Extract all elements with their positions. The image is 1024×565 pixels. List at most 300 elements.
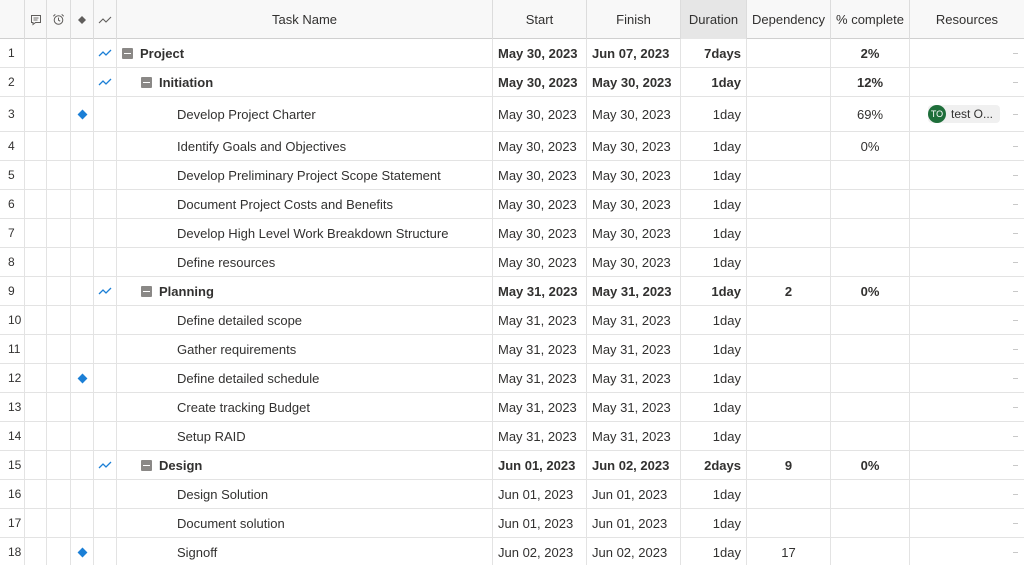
task-name-cell[interactable] <box>117 364 493 392</box>
duration-cell[interactable]: 1day <box>681 277 747 305</box>
duration-cell[interactable]: 1day <box>681 509 747 537</box>
task-name-cell[interactable] <box>117 422 493 450</box>
row-number: 6 <box>0 190 25 218</box>
trend-cell[interactable] <box>94 248 117 276</box>
resources-cell[interactable] <box>910 509 1024 537</box>
resources-cell[interactable] <box>910 39 1024 67</box>
start-date-cell[interactable]: May 30, 2023 <box>493 190 587 218</box>
collapse-toggle-icon[interactable] <box>122 48 133 59</box>
milestone-cell[interactable] <box>71 364 94 392</box>
milestone-cell[interactable] <box>71 219 94 247</box>
dependency-cell[interactable] <box>747 97 831 131</box>
reminder-cell[interactable] <box>47 161 71 189</box>
alarm-clock-icon <box>52 13 65 26</box>
trend-cell[interactable] <box>94 422 117 450</box>
start-date-cell[interactable]: May 30, 2023 <box>493 68 587 96</box>
dependency-cell[interactable] <box>747 219 831 247</box>
table-row[interactable] <box>0 480 1024 509</box>
percent-complete-cell[interactable] <box>831 480 910 508</box>
notes-cell[interactable] <box>25 509 47 537</box>
percent-complete-cell[interactable]: 2% <box>831 39 910 67</box>
table-row[interactable] <box>0 509 1024 538</box>
reminder-cell[interactable] <box>47 393 71 421</box>
duration-cell[interactable]: 2days <box>681 451 747 479</box>
notes-cell[interactable] <box>25 161 47 189</box>
duration-cell[interactable]: 1day <box>681 97 747 131</box>
row-number: 11 <box>0 335 25 363</box>
reminder-column-header[interactable] <box>47 0 71 39</box>
notes-cell[interactable] <box>25 190 47 218</box>
milestone-cell[interactable] <box>71 132 94 160</box>
start-date-cell[interactable]: May 31, 2023 <box>493 364 587 392</box>
reminder-cell[interactable] <box>47 538 71 565</box>
resource-dropdown-icon[interactable] <box>1013 465 1018 466</box>
trend-line-icon <box>98 286 112 296</box>
dependency-cell[interactable] <box>747 190 831 218</box>
start-date-cell[interactable]: May 30, 2023 <box>493 161 587 189</box>
duration-cell[interactable]: 1day <box>681 248 747 276</box>
resource-dropdown-icon[interactable] <box>1013 204 1018 205</box>
resource-dropdown-icon[interactable] <box>1013 320 1018 321</box>
duration-cell[interactable]: 1day <box>681 480 747 508</box>
row-number: 4 <box>0 132 25 160</box>
milestone-cell[interactable] <box>71 393 94 421</box>
reminder-cell[interactable] <box>47 335 71 363</box>
task-name: Design Solution <box>177 486 269 502</box>
finish-date-cell[interactable]: May 31, 2023 <box>587 364 681 392</box>
resource-chip[interactable] <box>928 105 1000 123</box>
task-name: Signoff <box>177 544 218 560</box>
percent-complete-cell[interactable] <box>831 306 910 334</box>
trend-cell[interactable] <box>94 190 117 218</box>
trend-line-icon <box>98 15 112 25</box>
trend-cell[interactable] <box>94 39 117 67</box>
trend-cell[interactable] <box>94 219 117 247</box>
duration-cell[interactable]: 1day <box>681 161 747 189</box>
finish-header[interactable]: Finish <box>587 0 681 39</box>
percent-complete-cell[interactable] <box>831 219 910 247</box>
dependency-cell[interactable]: 2 <box>747 277 831 305</box>
task-name-cell[interactable] <box>117 480 493 508</box>
table-row[interactable] <box>0 161 1024 190</box>
table-row[interactable] <box>0 219 1024 248</box>
start-header[interactable]: Start <box>493 0 587 39</box>
row-number: 10 <box>0 306 25 334</box>
table-row[interactable] <box>0 132 1024 161</box>
resource-dropdown-icon[interactable] <box>1013 291 1018 292</box>
percent-complete-cell[interactable] <box>831 393 910 421</box>
resources-cell[interactable] <box>910 277 1024 305</box>
task-name-cell[interactable] <box>117 538 493 565</box>
duration-cell[interactable]: 1day <box>681 68 747 96</box>
task-name-cell[interactable] <box>117 39 493 67</box>
duration-cell[interactable]: 1day <box>681 219 747 247</box>
trend-cell[interactable] <box>94 364 117 392</box>
task-name: Develop Project Charter <box>177 106 316 122</box>
notes-cell[interactable] <box>25 451 47 479</box>
avatar: TO <box>928 105 946 123</box>
task-name-cell[interactable] <box>117 509 493 537</box>
task-name-cell[interactable] <box>117 161 493 189</box>
resources-header[interactable]: Resources <box>935 12 999 27</box>
percent-complete-cell[interactable] <box>831 248 910 276</box>
start-date-cell[interactable]: Jun 01, 2023 <box>493 451 587 479</box>
resources-cell[interactable] <box>910 393 1024 421</box>
table-row[interactable] <box>0 538 1024 565</box>
task-name-cell[interactable] <box>117 277 493 305</box>
dependency-cell[interactable]: 9 <box>747 451 831 479</box>
resources-cell[interactable] <box>910 364 1024 392</box>
notes-column-header[interactable] <box>25 0 47 39</box>
milestone-cell[interactable] <box>71 538 94 565</box>
percent-complete-cell[interactable]: 69% <box>831 97 910 131</box>
start-date-cell[interactable]: May 30, 2023 <box>493 97 587 131</box>
resources-cell[interactable] <box>910 335 1024 363</box>
reminder-cell[interactable] <box>47 248 71 276</box>
row-number: 5 <box>0 161 25 189</box>
milestone-cell[interactable] <box>71 248 94 276</box>
task-name: Design <box>159 457 203 473</box>
finish-date-cell[interactable]: Jun 01, 2023 <box>587 509 681 537</box>
resource-dropdown-icon[interactable] <box>1013 378 1018 379</box>
percent-complete-cell[interactable] <box>831 335 910 363</box>
task-name: Define resources <box>177 254 276 270</box>
dependency-cell[interactable] <box>747 161 831 189</box>
finish-date-cell[interactable]: May 30, 2023 <box>587 219 681 247</box>
finish-date-cell[interactable]: May 30, 2023 <box>587 190 681 218</box>
trend-cell[interactable] <box>94 306 117 334</box>
grid-header <box>0 0 1024 39</box>
reminder-cell[interactable] <box>47 364 71 392</box>
percent-complete-cell[interactable] <box>831 161 910 189</box>
reminder-cell[interactable] <box>47 190 71 218</box>
milestone-cell[interactable] <box>71 335 94 363</box>
reminder-cell[interactable] <box>47 306 71 334</box>
milestone-cell[interactable] <box>71 277 94 305</box>
trend-cell[interactable] <box>94 68 117 96</box>
resource-dropdown-icon[interactable] <box>1013 146 1018 147</box>
duration-cell[interactable]: 1day <box>681 393 747 421</box>
task-name: Document solution <box>177 515 285 531</box>
table-row[interactable] <box>0 335 1024 364</box>
trend-cell[interactable] <box>94 277 117 305</box>
task-name: Define detailed schedule <box>177 370 320 386</box>
finish-date-cell[interactable]: May 31, 2023 <box>587 393 681 421</box>
notes-cell[interactable] <box>25 39 47 67</box>
collapse-toggle-icon[interactable] <box>141 286 152 297</box>
finish-date-cell[interactable]: May 31, 2023 <box>587 306 681 334</box>
finish-date-cell[interactable]: Jun 02, 2023 <box>587 451 681 479</box>
task-name: Project <box>140 45 185 61</box>
trend-line-icon <box>98 460 112 470</box>
notes-cell[interactable] <box>25 219 47 247</box>
finish-date-cell[interactable]: May 31, 2023 <box>587 277 681 305</box>
reminder-cell[interactable] <box>47 97 71 131</box>
trend-cell[interactable] <box>94 97 117 131</box>
dependency-cell[interactable]: 17 <box>747 538 831 565</box>
task-name-cell[interactable] <box>117 219 493 247</box>
notes-cell[interactable] <box>25 538 47 565</box>
task-name: Create tracking Budget <box>177 399 310 415</box>
resources-cell[interactable] <box>910 422 1024 450</box>
dependency-cell[interactable] <box>747 39 831 67</box>
table-row[interactable] <box>0 364 1024 393</box>
trend-cell[interactable] <box>94 335 117 363</box>
notes-cell[interactable] <box>25 335 47 363</box>
trend-cell[interactable] <box>94 161 117 189</box>
finish-date-cell[interactable]: May 30, 2023 <box>587 97 681 131</box>
resources-cell[interactable] <box>910 161 1024 189</box>
reminder-cell[interactable] <box>47 68 71 96</box>
milestone-cell[interactable] <box>71 190 94 218</box>
reminder-cell[interactable] <box>47 219 71 247</box>
milestone-column-header[interactable] <box>71 0 94 39</box>
start-date-cell[interactable]: May 30, 2023 <box>493 39 587 67</box>
notes-cell[interactable] <box>25 306 47 334</box>
percent-complete-cell[interactable]: 0% <box>831 132 910 160</box>
row-number: 14 <box>0 422 25 450</box>
resource-dropdown-icon[interactable] <box>1013 233 1018 234</box>
trend-cell[interactable] <box>94 132 117 160</box>
dependency-cell[interactable] <box>747 68 831 96</box>
start-date-cell[interactable]: Jun 01, 2023 <box>493 480 587 508</box>
notes-cell[interactable] <box>25 422 47 450</box>
row-number-header <box>0 0 25 39</box>
resources-cell[interactable] <box>910 68 1024 96</box>
duration-header[interactable]: Duration <box>681 0 747 39</box>
dependency-cell[interactable] <box>747 480 831 508</box>
percent-complete-cell[interactable]: 12% <box>831 68 910 96</box>
task-name: Gather requirements <box>177 341 297 357</box>
percent-complete-cell[interactable] <box>831 538 910 565</box>
notes-cell[interactable] <box>25 277 47 305</box>
notes-cell[interactable] <box>25 97 47 131</box>
dependency-cell[interactable] <box>747 509 831 537</box>
milestone-cell[interactable] <box>71 306 94 334</box>
resource-dropdown-icon[interactable] <box>1013 436 1018 437</box>
reminder-cell[interactable] <box>47 480 71 508</box>
percent-complete-cell[interactable]: 0% <box>831 277 910 305</box>
percent-complete-cell[interactable] <box>831 422 910 450</box>
diamond-icon <box>77 15 87 25</box>
resource-dropdown-icon[interactable] <box>1013 523 1018 524</box>
resource-dropdown-icon[interactable] <box>1013 262 1018 263</box>
row-number: 12 <box>0 364 25 392</box>
table-row[interactable] <box>0 306 1024 335</box>
row-number: 7 <box>0 219 25 247</box>
finish-date-cell[interactable]: May 30, 2023 <box>587 248 681 276</box>
task-name: Planning <box>159 283 214 299</box>
percent-complete-cell[interactable]: 0% <box>831 451 910 479</box>
finish-date-cell[interactable]: Jun 02, 2023 <box>587 538 681 565</box>
table-row[interactable] <box>0 190 1024 219</box>
dependency-cell[interactable] <box>747 248 831 276</box>
resources-cell[interactable] <box>910 480 1024 508</box>
trend-cell[interactable] <box>94 451 117 479</box>
trend-cell[interactable] <box>94 480 117 508</box>
collapse-toggle-icon[interactable] <box>141 460 152 471</box>
row-number: 16 <box>0 480 25 508</box>
start-date-cell[interactable]: May 30, 2023 <box>493 132 587 160</box>
task-name-cell[interactable] <box>117 306 493 334</box>
dependency-cell[interactable] <box>747 393 831 421</box>
task-name: Initiation <box>159 74 214 90</box>
milestone-cell[interactable] <box>71 39 94 67</box>
table-row[interactable] <box>0 248 1024 277</box>
trend-line-icon <box>98 77 112 87</box>
trend-line-icon <box>98 48 112 58</box>
start-date-cell[interactable]: Jun 01, 2023 <box>493 509 587 537</box>
task-name: Define detailed scope <box>177 312 303 328</box>
notes-cell[interactable] <box>25 132 47 160</box>
table-row[interactable] <box>0 68 1024 97</box>
trend-cell[interactable] <box>94 393 117 421</box>
finish-date-cell[interactable]: May 31, 2023 <box>587 422 681 450</box>
duration-cell[interactable]: 1day <box>681 538 747 565</box>
start-date-cell[interactable]: May 31, 2023 <box>493 277 587 305</box>
finish-date-cell[interactable]: May 30, 2023 <box>587 161 681 189</box>
percent-complete-cell[interactable] <box>831 364 910 392</box>
dependency-cell[interactable] <box>747 335 831 363</box>
resource-dropdown-icon[interactable] <box>1013 114 1018 115</box>
comment-icon <box>30 14 42 26</box>
duration-cell[interactable]: 1day <box>681 190 747 218</box>
resource-dropdown-icon[interactable] <box>1013 494 1018 495</box>
resource-dropdown-icon[interactable] <box>1013 175 1018 176</box>
milestone-cell[interactable] <box>71 161 94 189</box>
start-date-cell[interactable]: May 31, 2023 <box>493 393 587 421</box>
resource-dropdown-icon[interactable] <box>1013 407 1018 408</box>
dependency-cell[interactable] <box>747 132 831 160</box>
resource-dropdown-icon[interactable] <box>1013 53 1018 54</box>
reminder-cell[interactable] <box>47 132 71 160</box>
milestone-cell[interactable] <box>71 451 94 479</box>
duration-cell[interactable]: 1day <box>681 364 747 392</box>
resources-cell[interactable] <box>910 219 1024 247</box>
finish-date-cell[interactable]: May 30, 2023 <box>587 132 681 160</box>
finish-date-cell[interactable]: Jun 01, 2023 <box>587 480 681 508</box>
task-name-header[interactable]: Task Name <box>117 0 493 39</box>
reminder-cell[interactable] <box>47 422 71 450</box>
task-name-cell[interactable] <box>117 97 493 131</box>
row-number: 8 <box>0 248 25 276</box>
table-row[interactable] <box>0 451 1024 480</box>
start-date-cell[interactable]: May 31, 2023 <box>493 422 587 450</box>
table-row[interactable] <box>0 97 1024 132</box>
notes-cell[interactable] <box>25 364 47 392</box>
milestone-cell[interactable] <box>71 422 94 450</box>
start-date-cell[interactable]: May 30, 2023 <box>493 248 587 276</box>
task-name: Setup RAID <box>177 428 246 444</box>
reminder-cell[interactable] <box>47 451 71 479</box>
start-date-cell[interactable]: May 30, 2023 <box>493 219 587 247</box>
resources-cell[interactable] <box>910 248 1024 276</box>
trend-column-header[interactable] <box>94 0 117 39</box>
milestone-cell[interactable] <box>71 68 94 96</box>
notes-cell[interactable] <box>25 393 47 421</box>
row-number: 17 <box>0 509 25 537</box>
milestone-cell[interactable] <box>71 480 94 508</box>
task-name: Identify Goals and Objectives <box>177 138 347 154</box>
start-date-cell[interactable]: May 31, 2023 <box>493 335 587 363</box>
finish-date-cell[interactable]: May 30, 2023 <box>587 68 681 96</box>
milestone-cell[interactable] <box>71 97 94 131</box>
table-row[interactable] <box>0 277 1024 306</box>
duration-cell[interactable]: 1day <box>681 306 747 334</box>
resource-dropdown-icon[interactable] <box>1013 349 1018 350</box>
percent-complete-cell[interactable] <box>831 509 910 537</box>
resource-dropdown-icon[interactable] <box>1013 82 1018 83</box>
finish-date-cell[interactable]: May 31, 2023 <box>587 335 681 363</box>
row-number: 1 <box>0 39 25 67</box>
percent-complete-header[interactable]: % complete <box>831 0 910 39</box>
row-number: 18 <box>0 538 25 565</box>
resources-cell[interactable] <box>910 97 1024 131</box>
dependency-header[interactable]: Dependency <box>747 0 831 39</box>
milestone-cell[interactable] <box>71 509 94 537</box>
resource-name: test O... <box>951 107 994 121</box>
reminder-cell[interactable] <box>47 277 71 305</box>
resources-cell[interactable] <box>910 306 1024 334</box>
dependency-cell[interactable] <box>747 306 831 334</box>
reminder-cell[interactable] <box>47 39 71 67</box>
start-date-cell[interactable]: Jun 02, 2023 <box>493 538 587 565</box>
task-name-cell[interactable] <box>117 68 493 96</box>
duration-cell[interactable]: 1day <box>681 132 747 160</box>
dependency-cell[interactable] <box>747 364 831 392</box>
task-name-cell[interactable] <box>117 393 493 421</box>
row-number: 9 <box>0 277 25 305</box>
resources-cell[interactable] <box>910 132 1024 160</box>
collapse-toggle-icon[interactable] <box>141 77 152 88</box>
trend-cell[interactable] <box>94 509 117 537</box>
task-name: Develop High Level Work Breakdown Structure <box>177 225 449 241</box>
task-name: Document Project Costs and Benefits <box>177 196 394 212</box>
task-name-cell[interactable] <box>117 335 493 363</box>
table-row[interactable] <box>0 39 1024 68</box>
duration-cell[interactable]: 7days <box>681 39 747 67</box>
milestone-diamond-icon <box>77 547 87 557</box>
table-row[interactable] <box>0 393 1024 422</box>
task-name-cell[interactable] <box>117 248 493 276</box>
task-name: Develop Preliminary Project Scope Statement <box>177 167 441 183</box>
start-date-cell[interactable]: May 31, 2023 <box>493 306 587 334</box>
dependency-cell[interactable] <box>747 422 831 450</box>
percent-complete-cell[interactable] <box>831 190 910 218</box>
task-name-cell[interactable] <box>117 190 493 218</box>
trend-cell[interactable] <box>94 538 117 565</box>
reminder-cell[interactable] <box>47 509 71 537</box>
notes-cell[interactable] <box>25 68 47 96</box>
resources-cell[interactable] <box>910 451 1024 479</box>
milestone-diamond-icon <box>77 109 87 119</box>
finish-date-cell[interactable]: Jun 07, 2023 <box>587 39 681 67</box>
task-name-cell[interactable] <box>117 132 493 160</box>
resource-dropdown-icon[interactable] <box>1013 552 1018 553</box>
task-name-cell[interactable] <box>117 451 493 479</box>
table-row[interactable] <box>0 422 1024 451</box>
resources-cell[interactable] <box>910 538 1024 565</box>
notes-cell[interactable] <box>25 480 47 508</box>
notes-cell[interactable] <box>25 248 47 276</box>
resources-cell[interactable] <box>910 190 1024 218</box>
row-number: 2 <box>0 68 25 96</box>
row-number: 15 <box>0 451 25 479</box>
duration-cell[interactable]: 1day <box>681 335 747 363</box>
row-number: 13 <box>0 393 25 421</box>
milestone-diamond-icon <box>77 373 87 383</box>
duration-cell[interactable]: 1day <box>681 422 747 450</box>
